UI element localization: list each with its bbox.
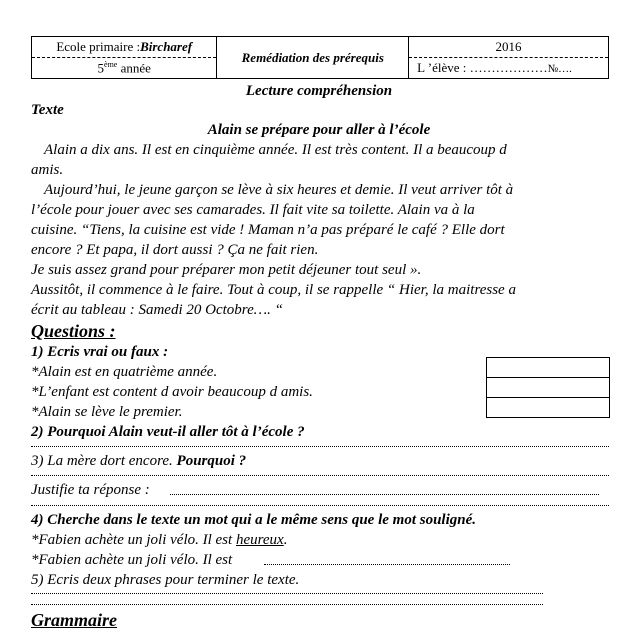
justify-label: Justifie ta réponse : bbox=[31, 482, 150, 498]
answer-box[interactable] bbox=[487, 398, 610, 418]
school-name: Bircharef bbox=[140, 39, 193, 54]
story-line: Aussitôt, il commence à le faire. Tout à coup, il se rappelle “ Hier, la maitresse a bbox=[31, 282, 516, 298]
answer-line[interactable] bbox=[264, 564, 510, 565]
school-cell bbox=[32, 37, 217, 58]
q4-title: 4) Cherche dans le texte un mot qui a le même sens que le mot souligné. bbox=[31, 512, 477, 528]
q3-text: 3) La mère dort encore. bbox=[31, 453, 177, 469]
answer-line[interactable] bbox=[31, 505, 609, 506]
answer-line[interactable] bbox=[31, 446, 609, 447]
answer-line[interactable] bbox=[31, 475, 609, 476]
texte-label: Texte bbox=[31, 102, 64, 118]
student-number: №…. bbox=[547, 63, 572, 75]
grade-sup: ème bbox=[104, 59, 118, 69]
story-line: Alain a dix ans. Il est en cinquième année. Il est très content. Il a beaucoup d bbox=[44, 142, 507, 158]
header-title: Remédiation des prérequis bbox=[217, 37, 409, 79]
q1-title: 1) Ecris vrai ou faux : bbox=[31, 344, 169, 360]
q4-line2-text: *Fabien achète un joli vélo. Il est bbox=[31, 552, 233, 568]
q4-line1 bbox=[31, 531, 287, 549]
q4-line1-pre: *Fabien achète un joli vélo. Il est bbox=[31, 532, 236, 548]
q3-line bbox=[31, 452, 246, 470]
grade-cell bbox=[32, 58, 217, 79]
story-line: écrit au tableau : Samedi 20 Octobre…. “ bbox=[31, 302, 283, 318]
true-false-boxes bbox=[486, 357, 610, 418]
q1-item: *Alain se lève le premier. bbox=[31, 404, 183, 420]
school-label: Ecole primaire : bbox=[56, 39, 141, 54]
q4-line1-post: . bbox=[283, 532, 288, 548]
header-table bbox=[31, 36, 609, 79]
student-label: L ’élève : ……………… bbox=[417, 60, 548, 75]
grade-word: année bbox=[117, 60, 151, 76]
questions-heading: Questions : bbox=[31, 321, 116, 341]
answer-box[interactable] bbox=[487, 378, 610, 398]
section-title: Lecture compréhension bbox=[245, 83, 393, 99]
q1-item: *L’enfant est content d avoir beaucoup d amis. bbox=[31, 384, 313, 400]
grammaire-heading: Grammaire bbox=[31, 610, 118, 630]
q2-title: 2) Pourquoi Alain veut-il aller tôt à l’école ? bbox=[31, 424, 305, 440]
q3-bold: Pourquoi ? bbox=[176, 453, 247, 469]
q1-item: *Alain est en quatrième année. bbox=[31, 364, 218, 380]
answer-line[interactable] bbox=[170, 494, 599, 495]
answer-line[interactable] bbox=[31, 604, 543, 605]
story-line: encore ? Et papa, il dort aussi ? Ça ne fait rien. bbox=[31, 242, 319, 258]
story-line: cuisine. “Tiens, la cuisine est vide ! Maman n’a pas préparé le café ? Elle dort bbox=[31, 222, 505, 238]
year-cell: 2016 bbox=[409, 37, 609, 58]
answer-box[interactable] bbox=[487, 358, 610, 378]
story-line: amis. bbox=[31, 162, 64, 178]
story-line: Aujourd’hui, le jeune garçon se lève à six heures et demie. Il veut arriver tôt à bbox=[44, 182, 514, 198]
story-title: Alain se prépare pour aller à l’école bbox=[207, 122, 431, 138]
story-line: Je suis assez grand pour préparer mon petit déjeuner tout seul ». bbox=[31, 262, 422, 278]
justify-line bbox=[31, 481, 150, 499]
student-cell bbox=[409, 58, 609, 79]
q4-underlined-word: heureux bbox=[235, 532, 284, 548]
answer-line[interactable] bbox=[31, 593, 543, 594]
q5-title: 5) Ecris deux phrases pour terminer le texte. bbox=[31, 572, 300, 588]
q4-line2 bbox=[31, 551, 232, 569]
story-line: l’école pour jouer avec ses camarades. Il fait vite sa toilette. Alain va à la bbox=[31, 202, 475, 218]
grade-number: 5 bbox=[97, 60, 105, 76]
